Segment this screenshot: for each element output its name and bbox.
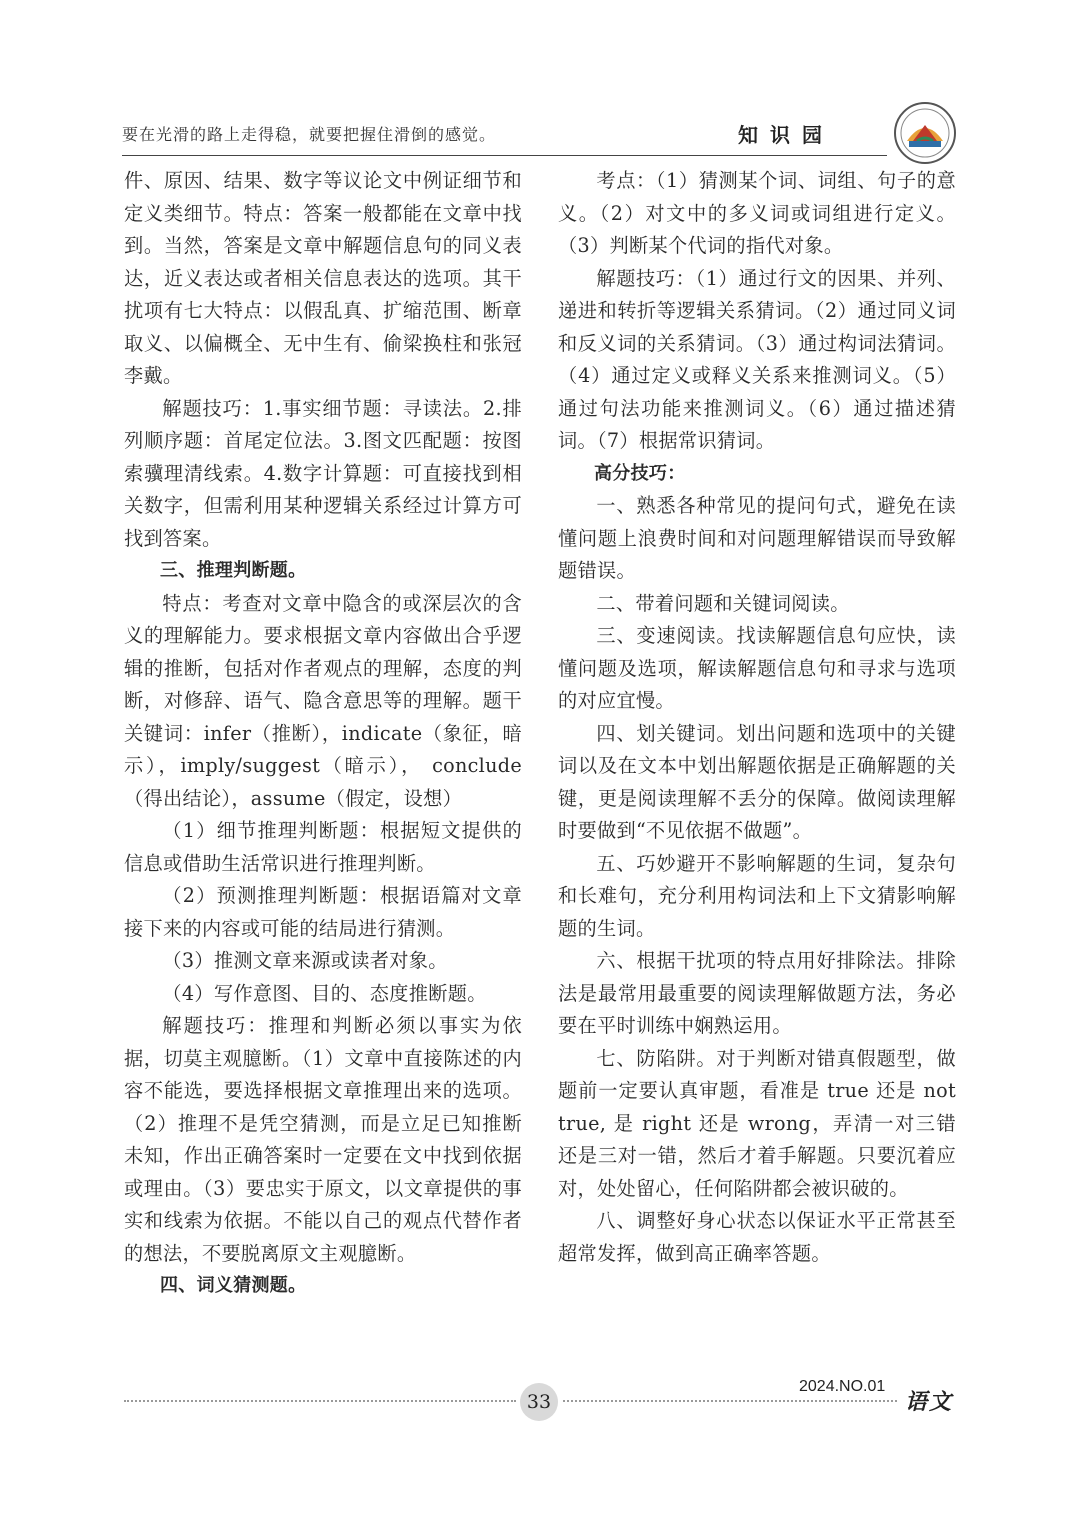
paragraph: 六、根据干扰项的特点用好排除法。排除法是最常用最重要的阅读理解做题方法，务必要在平时训练中娴熟运用。 <box>558 949 956 1037</box>
paragraph: （4）写作意图、目的、态度推断题。 <box>162 981 487 1005</box>
column-title: 知识园 <box>738 123 834 147</box>
footer-rule-left <box>124 1400 516 1402</box>
paragraph: 三、变速阅读。找读解题信息句应快，读懂问题及选项，解读解题信息句和寻求与选项的对应宜慢。 <box>558 624 956 712</box>
header-rule <box>122 155 887 156</box>
paragraph: （1）细节推理判断题：根据短文提供的信息或借助生活常识进行推理判断。 <box>124 819 522 875</box>
paragraph: 五、巧妙避开不影响解题的生词，复杂句和长难句，充分利用构词法和上下文猜影响解题的生词。 <box>558 851 956 940</box>
paragraph: 八、调整好身心状态以保证水平正常甚至超常发挥，做到高正确率答题。 <box>558 1209 956 1265</box>
paragraph: 四、划关键词。划出问题和选项中的关键词以及在文本中划出解题依据是正确解题的关键，更是阅读理解不丢分的保障。做阅读理解时要做到“不见依据不做题”。 <box>558 721 956 842</box>
magazine-logo: 语文 <box>905 1389 954 1415</box>
school-logo-icon <box>893 101 957 165</box>
section-heading: 四、词义猜测题。 <box>160 1275 307 1296</box>
paragraph: 解题技巧：推理和判断必须以事实为依据，切莫主观臆断。（1）文章中直接陈述的内容不能选，要选择根据文章推理出来的选项。（2）推理不是凭空猜测，而是立足已知推断未知，作出正确答案时一定要在文中找到依据或理由。（3）要忠实于原文，以文章提供的事实和线索为依据。不能以自己的观点代替作者的想法，不要脱离原文主观臆断。 <box>124 1014 522 1265</box>
paragraph: 考点：（1）猜测某个词、词组、句子的意义。（2）对文中的多义词或词组进行定义。（3）判断某个代词的指代对象。 <box>558 169 956 257</box>
paragraph: （2）预测推理判断题：根据语篇对文章接下来的内容或可能的结局进行猜测。 <box>124 884 522 940</box>
paragraph: （3）推测文章来源或读者对象。 <box>162 949 448 972</box>
paragraph: 解题技巧：（1）通过行文的因果、并列、递进和转折等逻辑关系猜词。（2）通过同义词和反义词的关系猜词。（3）通过构词法猜词。（4）通过定义或释义关系来推测词义。（5）通过句法功能来推测词义。（6）通过描述猜词。（7）根据常识猜词。 <box>558 266 956 452</box>
paragraph: 一、熟悉各种常见的提问句式，避免在读懂问题上浪费时间和对问题理解错误而导致解题错误。 <box>558 494 956 582</box>
paragraph: 解题技巧：1.事实细节题：寻读法。2.排列顺序题：首尾定位法。3.图文匹配题：按图索骥理清线索。4.数字计算题：可直接找到相关数字，但需利用某种逻辑关系经过计算方可找到答案。 <box>124 396 522 550</box>
footer-rule-right <box>563 1400 897 1402</box>
issue-number: 2024.NO.01 <box>799 1378 886 1395</box>
paragraph: 特点：考查对文章中隐含的或深层次的含义的理解能力。要求根据文章内容做出合乎逻辑的推断，包括对作者观点的理解，态度的判断，对修辞、语气、隐含意思等的理解。题干关键词：infer（推断），indicate（象征，暗示），imply/suggest（暗示）， conclude（得出结论），assume（假定，设想） <box>124 591 522 810</box>
section-heading: 三、推理判断题。 <box>160 560 307 581</box>
page-number: 33 <box>520 1383 558 1421</box>
paragraph: 二、带着问题和关键词阅读。 <box>596 591 850 615</box>
right-column <box>558 165 956 1270</box>
paragraph: 件、原因、结果、数字等议论文中例证细节和定义类细节。特点：答案一般都能在文章中找到。当然，答案是文章中解题信息句的同义表达，近义表达或者相关信息表达的选项。其干扰项有七大特点：以假乱真、扩缩范围、断章取义、以偏概全、无中生有、偷梁换柱和张冠李戴。 <box>124 169 522 387</box>
left-column <box>124 165 522 1303</box>
paragraph: 七、防陷阱。对于判断对错真假题型，做题前一定要认真审题，看准是 true 还是 not true, 是 right 还是 wrong，弄清一对三错还是三对一错，然后才着手解题。只要沉着应对，处处留心，任何陷阱都会被识破的。 <box>558 1046 956 1200</box>
header-motto: 要在光滑的路上走得稳，就要把握住滑倒的感觉。 <box>122 125 497 144</box>
section-heading: 高分技巧： <box>594 462 686 484</box>
page-header <box>122 108 952 158</box>
